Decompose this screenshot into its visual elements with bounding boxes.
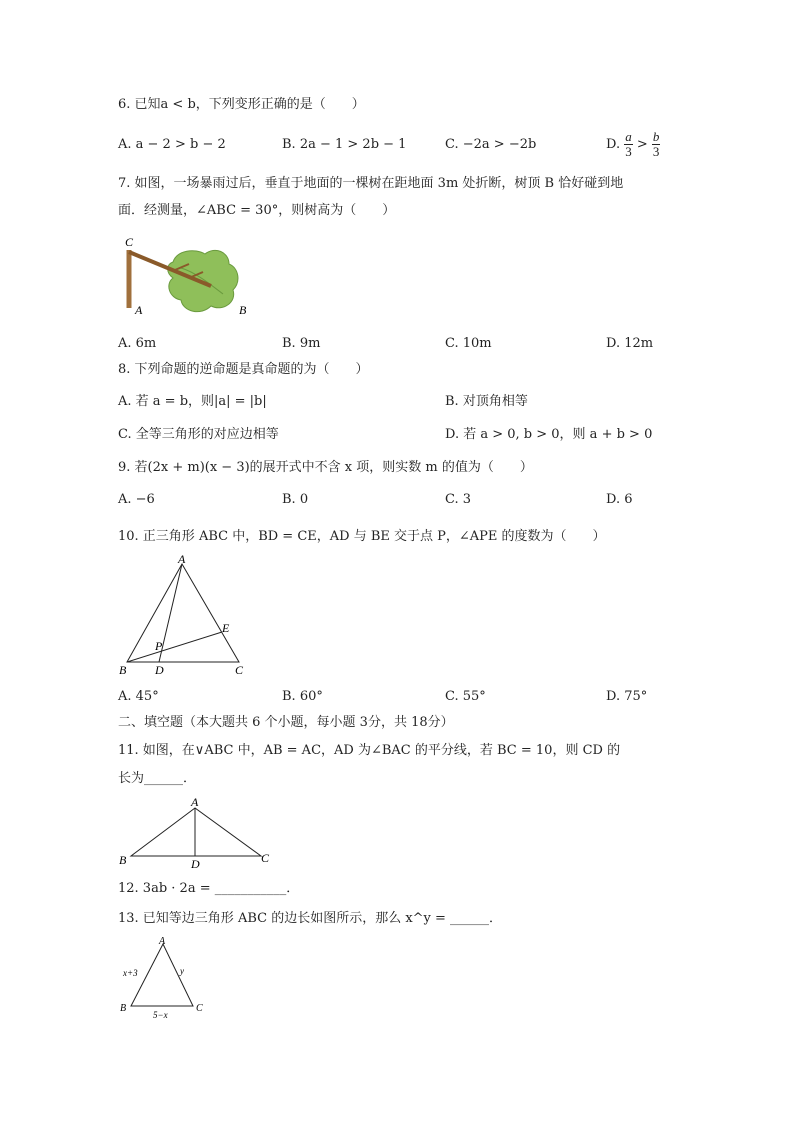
q13-label-right-side: y [180,966,184,976]
q7-option-d: D. 12m [606,336,654,351]
q6-stem: 6. 已知a < b，下列变形正确的是（ ） [118,97,365,112]
q7-option-a: A. 6m [118,336,157,351]
q10-label-a: A [178,552,186,566]
q7-label-a: A [135,303,143,317]
q11-label-d: D [191,857,200,871]
q6-option-a: A. a − 2 > b − 2 [118,137,226,152]
q10-option-a: A. 45° [118,689,159,704]
q13-label-c: C [196,1003,203,1014]
q7-tree-figure [115,232,255,322]
q7-label-b: B [239,303,247,317]
q10-option-d: D. 75° [606,689,648,704]
q6-option-d-frac-2: $\frac{b}{3}$ [652,129,660,159]
q11-stem-line2: 长为______． [118,771,197,786]
q13-stem: 13. 已知等边三角形 ABC 的边长如图所示，那么 x^y = ______． [118,911,503,926]
q8-option-a: A. 若 a = b，则|a| = |b| [118,394,267,409]
q9-option-d: D. 6 [606,492,633,507]
q8-stem: 8. 下列命题的逆命题是真命题的为（ ） [118,362,369,377]
q7-option-b: B. 9m [282,336,321,351]
segment-ad [159,564,182,662]
q13-label-bottom-side: 5−x [153,1010,168,1020]
triangle-abc [131,808,261,856]
q7-stem-line2: 面．经测量，∠ABC = 30°，则树高为（ ） [118,203,396,218]
section-heading: 二、填空题（本大题共 6 个小题，每小题 3分，共 18分） [118,715,454,730]
q7-stem-line1: 7. 如图，一场暴雨过后，垂直于地面的一棵树在距地面 3m 处折断，树顶 B 恰好碰到地 [118,176,624,191]
q6-option-b: B. 2a − 1 > 2b − 1 [282,137,407,152]
q10-label-e: E [222,621,230,635]
q10-label-d: D [155,663,164,677]
q10-label-p: P [155,639,163,653]
q10-option-c: C. 55° [445,689,486,704]
q9-option-b: B. 0 [282,492,309,507]
q6-option-d-label: D. [606,137,621,152]
q10-stem: 10. 正三角形 ABC 中，BD = CE，AD 与 BE 交于点 P，∠APE 的度数为（ ） [118,529,606,544]
q6-option-d [606,128,660,162]
q9-option-c: C. 3 [445,492,472,507]
q9-stem: 9. 若(2x + m)(x − 3)的展开式中不含 x 项，则实数 m 的值为（ ） [118,460,533,475]
q13-triangle-figure [115,934,225,1024]
q10-label-c: C [235,663,244,677]
q6-option-d-relation: > [636,137,648,152]
q11-label-b: B [119,853,127,867]
q9-option-a: A. −6 [118,492,155,507]
q13-label-left-side: x+3 [123,968,138,978]
q12-stem: 12. 3ab · 2a = ___________． [118,881,300,896]
q6-option-c: C. −2a > −2b [445,137,537,152]
triangle-abc [127,564,239,662]
q11-stem-line1: 11. 如图，在∨ABC 中，AB = AC，AD 为∠BAC 的平分线，若 BC = 10，则 CD 的 [118,743,621,758]
q8-option-c: C. 全等三角形的对应边相等 [118,427,279,442]
q13-label-b: B [120,1003,127,1014]
q10-triangle-figure [115,552,255,680]
q7-option-c: C. 10m [445,336,492,351]
q10-option-b: B. 60° [282,689,323,704]
q11-label-c: C [261,851,270,865]
q11-label-a: A [191,795,199,809]
q13-label-a: A [159,936,166,947]
q8-option-d: D. 若 a > 0, b > 0，则 a + b > 0 [445,427,653,442]
q8-option-b: B. 对顶角相等 [445,394,528,409]
q10-label-b: B [119,663,127,677]
q6-option-d-frac-1: $\frac{a}{3}$ [625,129,632,159]
q7-label-c: C [125,235,134,249]
q11-triangle-figure [115,794,285,872]
